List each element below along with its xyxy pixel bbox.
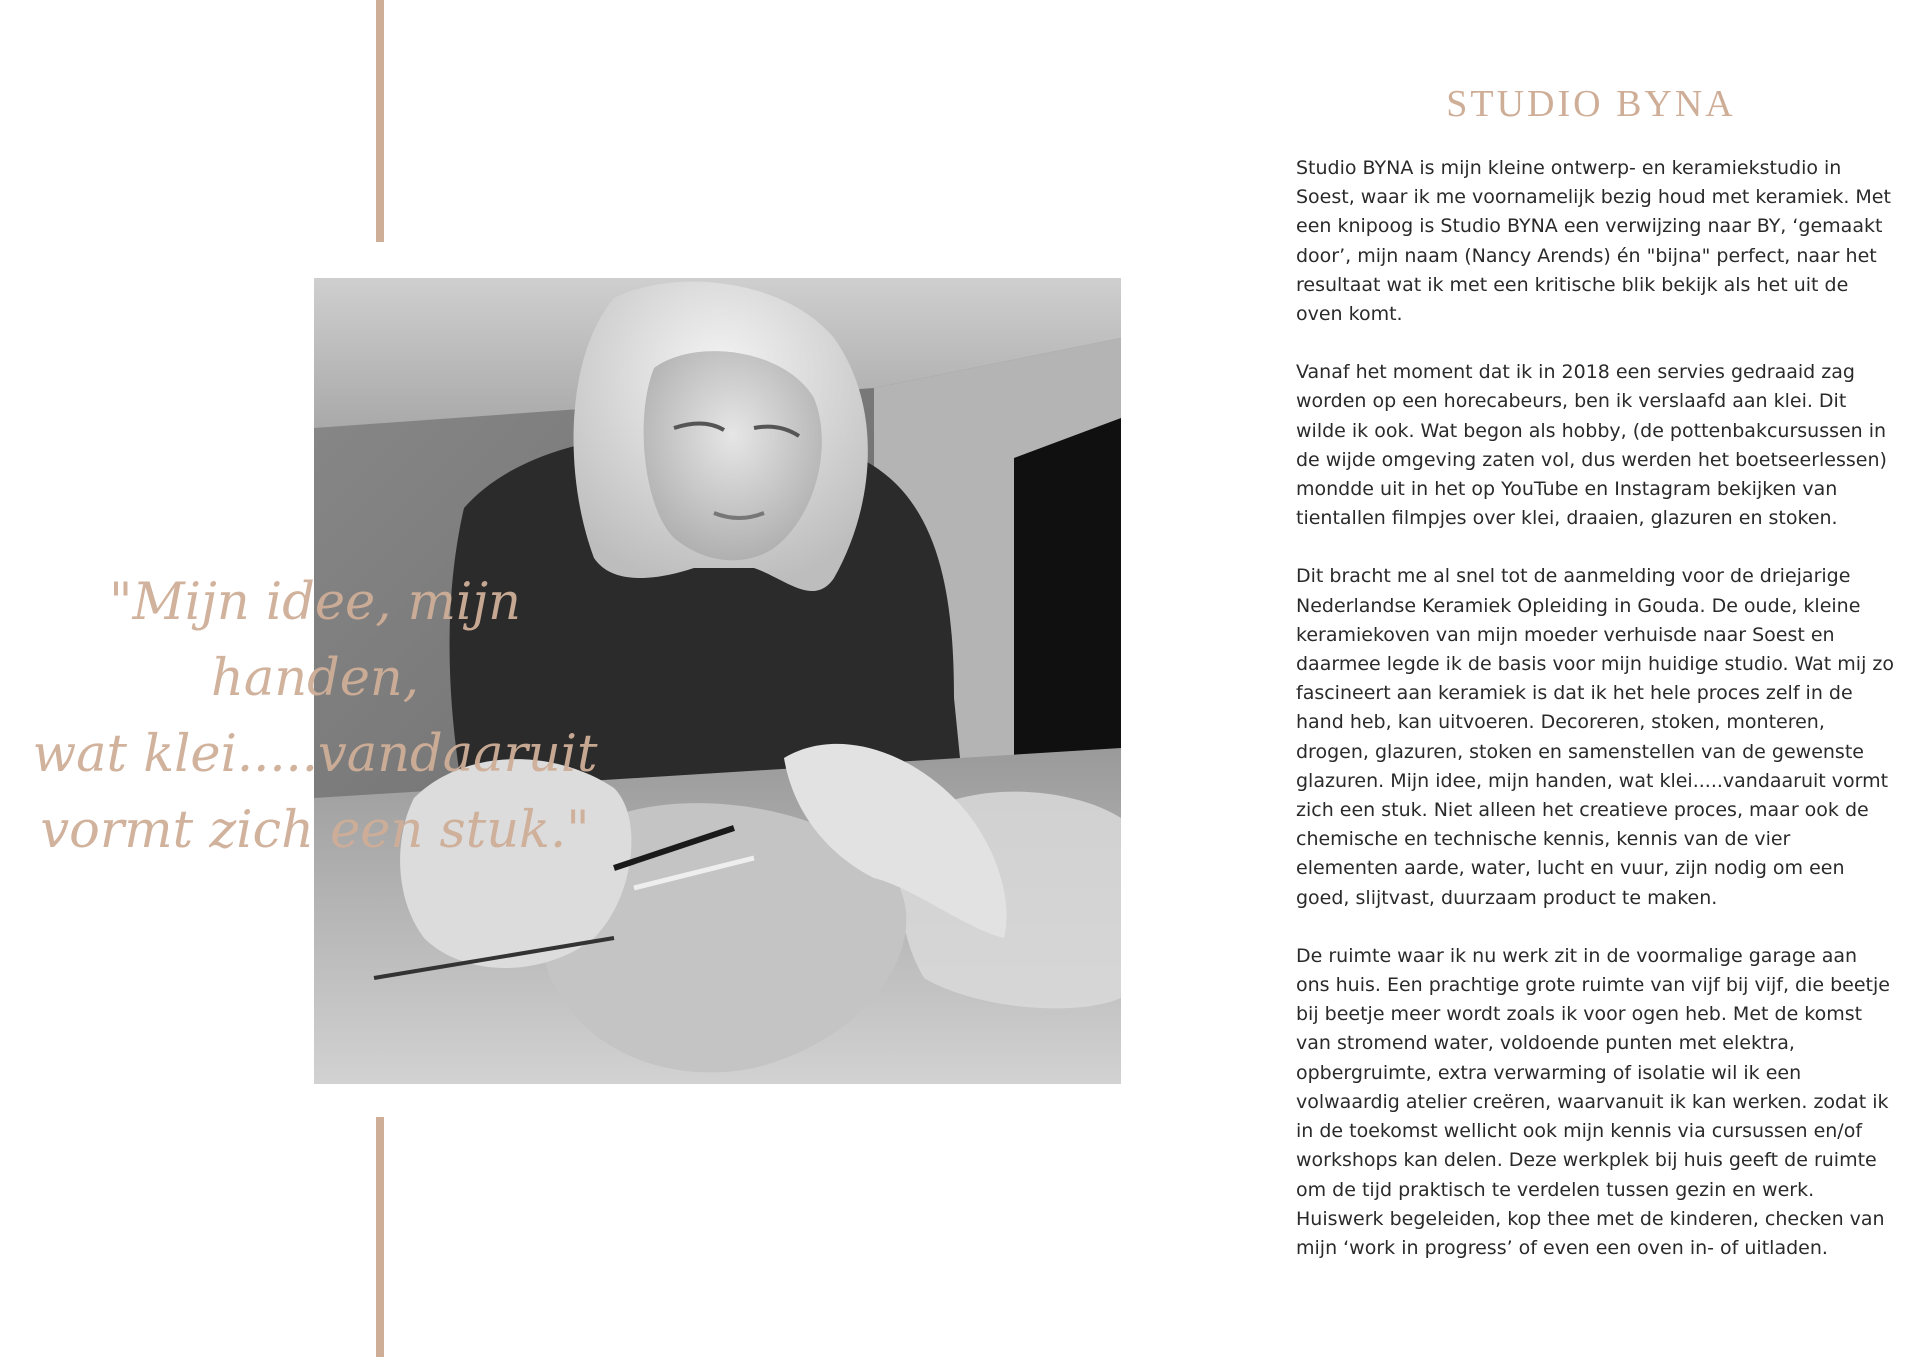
- accent-bar-top: [376, 0, 384, 242]
- paragraph: Dit bracht me al snel tot de aanmelding voor de driejarige Nederlandse Keramiek Opleiding in Gouda. De oude, kleine keramiekoven van mijn moeder verhuisde naar Soest en daarmee legde ik de basis voor mijn huidige studio. Wat mij zo fascineert aan keramiek is dat ik het hele proces zelf in de hand heb, kan uitvoeren. Decoreren, stoken, monteren, drogen, glazuren, stoken en samenstellen van de gewenste glazuren. Mijn idee, mijn handen, wat klei.....vandaaruit vormt zich een stuk. Niet alleen het creatieve proces, maar ook de chemische en technische kennis, kennis van de vier elementen aarde, water, lucht en vuur, zijn nodig om een goed, slijtvast, duurzaam product te maken.: [1296, 565, 1894, 909]
- body-text: [1296, 154, 1896, 1292]
- paragraph: Vanaf het moment dat ik in 2018 een servies gedraaid zag worden op een horecabeurs, ben ik verslaafd aan klei. Dit wilde ik ook. Wat begon als hobby, (de pottenbakcursussen in de wijde omgeving zaten vol, dus werden het boetseerlessen) mondde uit in het op YouTube en Instagram bekijken van tientallen filmpjes over klei, draaien, glazuren en stoken.: [1296, 361, 1887, 530]
- pull-quote: "Mijn idee, mijn handen, wat klei.....vandaaruit vormt zich een stuk.": [32, 573, 598, 860]
- paragraph: Studio BYNA is mijn kleine ontwerp- en keramiekstudio in Soest, waar ik me voornamelijk bezig houd met keramiek. Met een knipoog is Studio BYNA een verwijzing naar BY, ‘gemaakt door’, mijn naam (Nancy Arends) én "bijna" perfect, naar het resultaat wat ik met een kritische blik bekijk als het uit de oven komt.: [1296, 157, 1891, 326]
- paragraph: De ruimte waar ik nu werk zit in de voormalige garage aan ons huis. Een prachtige grote ruimte van vijf bij vijf, die beetje bij beetje meer wordt zoals ik voor ogen heb. Met de komst van stromend water, voldoende punten met elektra, opbergruimte, extra verwarming of isolatie wil ik een volwaardig atelier creëren, waarvanuit ik kan werken. zodat ik in de toekomst wellicht ook mijn kennis via cursussen en/of workshops kan delen. Deze werkplek bij huis geeft de ruimte om de tijd praktisch te verdelen tussen gezin en werk. Huiswerk begeleiden, kop thee met de kinderen, checken van mijn ‘work in progress’ of even een oven in- of uitladen.: [1296, 944, 1890, 1259]
- accent-bar-bottom: [376, 1117, 384, 1357]
- page-title: STUDIO BYNA: [1446, 83, 1736, 125]
